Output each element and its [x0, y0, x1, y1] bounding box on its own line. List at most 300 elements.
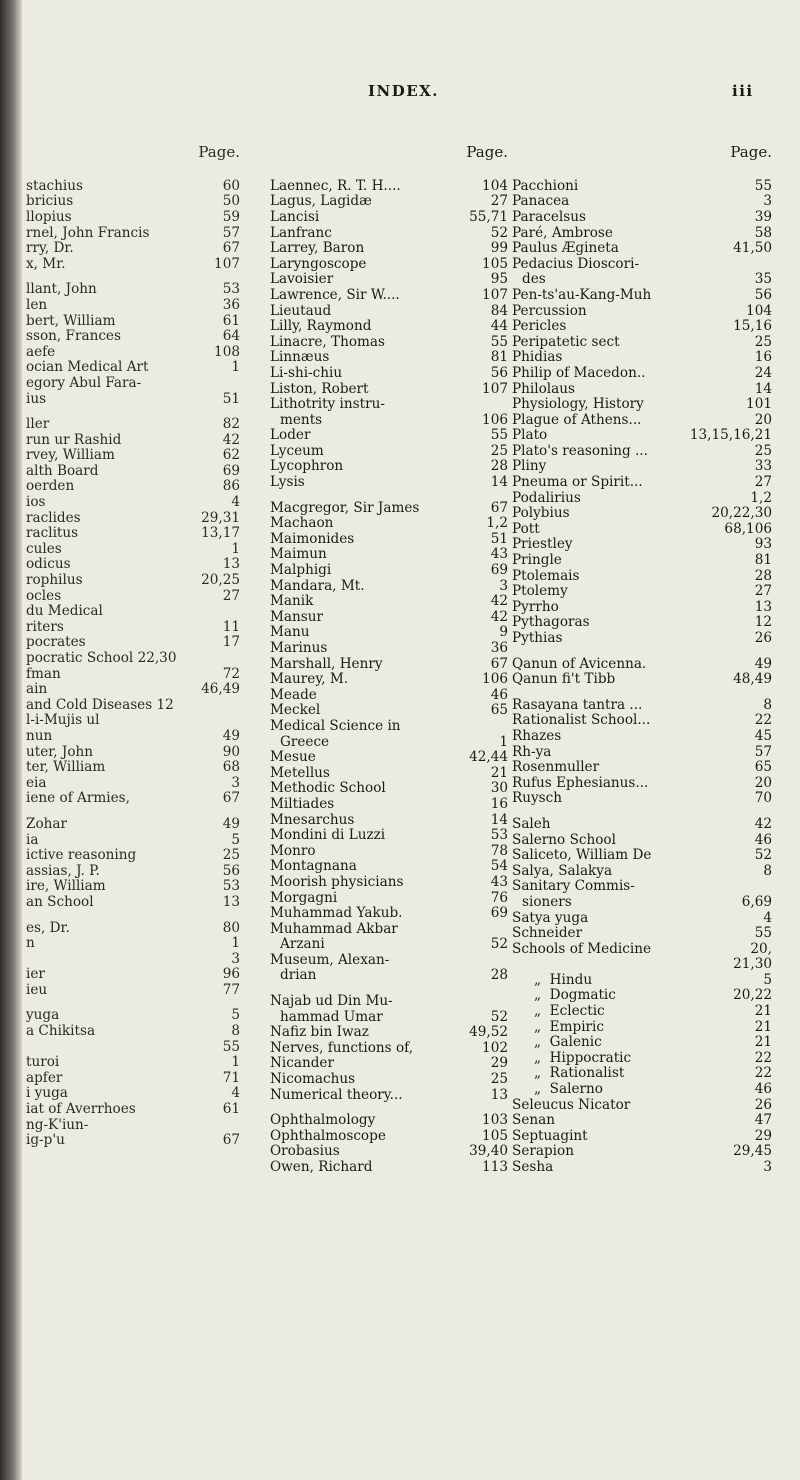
index-entry	[26, 698, 248, 714]
entry-pages: 29,45	[733, 1143, 772, 1160]
entry-pages: 20,25	[201, 572, 240, 589]
entry-pages: 46	[490, 686, 508, 703]
entry-pages: 80	[222, 919, 240, 936]
entry-term: stachius	[26, 177, 83, 194]
entry-term: Mnesarchus	[270, 811, 355, 828]
entry-pages: 29,31	[201, 509, 240, 526]
entry-pages: 4	[231, 1085, 240, 1102]
entry-pages: 55	[222, 1038, 240, 1055]
entry-term: Rationalist School...	[512, 712, 651, 729]
entry-term: oerden	[26, 478, 75, 495]
index-entry	[512, 911, 780, 927]
index-entry	[26, 314, 248, 330]
entry-pages: 25	[754, 442, 772, 459]
index-entry	[26, 791, 248, 807]
index-entry	[512, 817, 780, 833]
entry-term: Owen, Richard	[270, 1159, 373, 1175]
entry-pages: 49	[222, 727, 240, 744]
index-entry	[512, 428, 780, 444]
index-column-3	[512, 114, 780, 1176]
entry-pages: 108	[214, 343, 240, 360]
entry-term: „ Dogmatic	[534, 987, 616, 1004]
index-entry	[512, 848, 780, 864]
index-entry	[26, 760, 248, 776]
entry-term: Maimonides	[270, 530, 355, 547]
index-entry	[512, 491, 780, 507]
entry-pages: 67	[222, 240, 240, 257]
entry-term: assias, J. P.	[26, 862, 100, 879]
entry-pages: 56	[754, 286, 772, 303]
entry-term: raclides	[26, 509, 81, 526]
entry-term: Numerical theory...	[270, 1086, 403, 1103]
entry-term: Septuagint	[512, 1127, 588, 1144]
entry-term: Ptolemais	[512, 567, 580, 584]
index-entry	[512, 304, 780, 320]
index-entry	[26, 526, 248, 542]
index-entry	[270, 688, 516, 704]
entry-term: Macgregor, Sir James	[270, 499, 420, 516]
entry-pages: 71	[222, 1069, 240, 1086]
index-entry	[26, 967, 248, 983]
entry-term: Peripatetic sect	[512, 333, 620, 350]
page-number: iii	[732, 82, 754, 100]
entry-term: Rosenmuller	[512, 759, 600, 776]
index-entry	[26, 542, 248, 558]
entry-pages: 6,69	[741, 893, 772, 910]
index-entry	[26, 345, 248, 361]
entry-term: Qanun of Avicenna.	[512, 655, 647, 672]
entry-term: Serapion	[512, 1143, 574, 1160]
entry-pages: 53	[222, 878, 240, 895]
entry-pages: 101	[746, 396, 772, 413]
entry-term: egory Abul Fara-	[26, 374, 142, 391]
entry-term: and Cold Diseases 12	[26, 696, 174, 713]
entry-term: rry, Dr.	[26, 240, 74, 257]
entry-pages: 55	[490, 427, 508, 444]
index-entry	[512, 879, 780, 895]
entry-term: Seleucus Nicator	[512, 1096, 631, 1113]
index-entry	[512, 864, 780, 880]
index-entry	[26, 298, 248, 314]
entry-term: bert, William	[26, 312, 116, 329]
entry-term: ocles	[26, 587, 62, 604]
index-entry	[512, 1004, 780, 1020]
entry-term: Saleh	[512, 815, 551, 832]
entry-term: Senan	[512, 1112, 555, 1129]
index-entry	[270, 319, 516, 335]
entry-term: Manik	[270, 593, 314, 610]
entry-term: Muhammad Akbar	[270, 920, 398, 937]
entry-pages: 28	[754, 567, 772, 584]
index-entry	[270, 813, 516, 829]
index-entry	[512, 776, 780, 792]
entry-pages: 67	[222, 1132, 240, 1149]
index-entry	[26, 745, 248, 761]
entry-pages: 48,49	[733, 671, 772, 688]
entry-term: Lycophron	[270, 458, 344, 475]
entry-term: Pericles	[512, 318, 567, 335]
entry-term: ain	[26, 681, 48, 698]
entry-pages: 15,16	[733, 318, 772, 335]
entry-pages: 86	[222, 478, 240, 495]
entry-term: Larrey, Baron	[270, 240, 365, 257]
entry-term: du Medical	[26, 603, 103, 620]
index-entry	[26, 573, 248, 589]
entry-term: Philolaus	[512, 380, 575, 397]
entry-pages: 21	[754, 1034, 772, 1051]
entry-pages: 1	[231, 540, 240, 557]
index-entry	[270, 875, 516, 891]
entry-pages: 61	[222, 1101, 240, 1118]
entry-term: len	[26, 296, 48, 313]
index-entry	[270, 547, 516, 563]
entry-term: pocrates	[26, 634, 86, 651]
index-entry	[26, 257, 248, 273]
entry-term: „ Rationalist	[534, 1065, 625, 1082]
entry-term: „ Hippocratic	[534, 1049, 632, 1066]
index-entry	[26, 1118, 248, 1134]
index-entry	[512, 1082, 780, 1098]
entry-term: llopius	[26, 208, 72, 225]
index-entry	[270, 366, 516, 382]
index-entry	[512, 194, 780, 210]
index-entry	[270, 641, 516, 657]
index-entry	[270, 1113, 516, 1129]
entry-pages: 107	[482, 380, 508, 397]
index-entry	[270, 922, 516, 938]
index-entry	[26, 879, 248, 895]
entry-term: Liston, Robert	[270, 380, 369, 397]
entry-term: Metellus	[270, 764, 330, 781]
entry-term: Pen-ts'au-Kang-Muh	[512, 286, 652, 303]
entry-term: x, Mr.	[26, 255, 66, 272]
index-entry	[270, 891, 516, 907]
entry-pages: 8	[763, 862, 772, 879]
entry-pages: 67	[490, 655, 508, 672]
entry-term: Mandara, Mt.	[270, 577, 365, 594]
entry-term: an School	[26, 893, 94, 910]
index-entry	[270, 1129, 516, 1145]
index-entry	[512, 1144, 780, 1160]
index-entry	[26, 952, 248, 968]
entry-term: apfer	[26, 1069, 63, 1086]
index-entry	[26, 682, 248, 698]
index-entry	[270, 906, 516, 922]
entry-pages: 67	[490, 499, 508, 516]
entry-pages: 21	[490, 764, 508, 781]
entry-pages: 46	[754, 1081, 772, 1098]
index-entry	[270, 735, 516, 751]
entry-pages: 22	[754, 1049, 772, 1066]
index-entry	[512, 382, 780, 398]
index-entry	[270, 272, 516, 288]
entry-pages: 56	[222, 862, 240, 879]
entry-term: Priestley	[512, 536, 573, 553]
index-entry	[270, 516, 516, 532]
entry-term: Malphigi	[270, 562, 332, 579]
entry-term: „ Hindu	[534, 971, 593, 988]
entry-term: ire, William	[26, 878, 106, 895]
entry-pages: 24	[754, 364, 772, 381]
index-entry	[26, 1133, 248, 1149]
index-entry	[26, 604, 248, 620]
entry-pages: 54	[490, 858, 508, 875]
entry-pages: 1,2	[486, 515, 508, 532]
entry-pages: 44	[490, 318, 508, 335]
index-entry	[26, 864, 248, 880]
entry-pages: 13	[490, 1086, 508, 1103]
entry-pages: 5	[231, 831, 240, 848]
entry-pages: 14	[754, 380, 772, 397]
index-entry	[270, 610, 516, 626]
entry-term: sson, Frances	[26, 328, 121, 345]
index-entry	[270, 179, 516, 195]
index-entry	[270, 413, 516, 429]
index-entry	[270, 226, 516, 242]
entry-pages: 20,	[750, 940, 772, 957]
entry-term: Pacchioni	[512, 177, 579, 194]
entry-pages: 30	[490, 780, 508, 797]
entry-pages: 68,106	[724, 520, 772, 537]
entry-pages: 42,44	[469, 749, 508, 766]
index-entry	[512, 584, 780, 600]
entry-term: nun	[26, 727, 53, 744]
entry-pages: 55	[754, 177, 772, 194]
index-entry	[270, 797, 516, 813]
entry-pages: 21,30	[733, 956, 772, 973]
entry-term: Ptolemy	[512, 583, 568, 600]
entry-term: Plague of Athens...	[512, 411, 642, 428]
index-entry	[512, 459, 780, 475]
index-entry	[270, 859, 516, 875]
entry-term: Maurey, M.	[270, 671, 349, 688]
entry-pages: 107	[214, 255, 240, 272]
entry-term: „ Empiric	[534, 1018, 605, 1035]
entry-pages: 27	[222, 587, 240, 604]
entry-term: pocratic School 22,30	[26, 650, 177, 666]
entry-term: Methodic School	[270, 780, 386, 797]
entry-term: Polybius	[512, 505, 570, 522]
index-entry	[270, 750, 516, 766]
index-entry	[512, 895, 780, 911]
entry-term: Linacre, Thomas	[270, 333, 386, 350]
entry-pages: 25	[222, 847, 240, 864]
index-entry	[512, 210, 780, 226]
entry-pages: 20,22,30	[711, 505, 772, 522]
entry-term: sioners	[522, 893, 572, 910]
entry-term: Podalirius	[512, 489, 581, 506]
entry-term: raclitus	[26, 525, 79, 542]
index-entry	[270, 397, 516, 413]
index-column-1	[26, 114, 248, 1149]
index-entry	[26, 1008, 248, 1024]
entry-term: ier	[26, 966, 45, 983]
entry-pages: 41,50	[733, 240, 772, 257]
entry-pages: 64	[222, 328, 240, 345]
index-entry	[26, 936, 248, 952]
entry-pages: 8	[231, 1023, 240, 1040]
index-entry	[26, 557, 248, 573]
index-entry	[26, 817, 248, 833]
entry-term: ios	[26, 494, 46, 511]
entry-term: Lanfranc	[270, 224, 332, 241]
index-entry	[270, 350, 516, 366]
entry-term: Ruysch	[512, 790, 563, 807]
index-entry	[512, 760, 780, 776]
index-entry	[512, 698, 780, 714]
entry-term: bricius	[26, 193, 74, 210]
index-entry	[270, 625, 516, 641]
entry-pages: 90	[222, 743, 240, 760]
entry-pages: 43	[490, 546, 508, 563]
index-entry	[270, 579, 516, 595]
page-header	[0, 82, 800, 106]
index-entry	[270, 1144, 516, 1160]
entry-pages: 113	[482, 1159, 508, 1175]
entry-pages: 33	[754, 458, 772, 475]
page-column-label: Page.	[730, 143, 772, 162]
entry-pages: 45	[754, 727, 772, 744]
entry-term: Lysis	[270, 474, 305, 491]
binding-gutter	[0, 0, 22, 1480]
index-entry	[270, 1010, 516, 1026]
entry-term: Salya, Salakya	[512, 862, 613, 879]
entry-pages: 68	[222, 759, 240, 776]
entry-term: a Chikitsa	[26, 1023, 96, 1040]
index-entry	[512, 926, 780, 942]
entry-pages: 82	[222, 416, 240, 433]
entry-term: Loder	[270, 427, 311, 444]
index-entry	[26, 895, 248, 911]
entry-pages: 96	[222, 966, 240, 983]
entry-term: Orobasius	[270, 1143, 340, 1160]
entry-pages: 25	[754, 333, 772, 350]
entry-term: Miltiades	[270, 795, 335, 812]
index-entry	[512, 537, 780, 553]
index-entry	[26, 210, 248, 226]
entry-term: Li-shi-chiu	[270, 364, 343, 381]
entry-pages: 3	[231, 950, 240, 967]
entry-term: Sanitary Commis-	[512, 878, 635, 895]
entry-term: Rufus Ephesianus...	[512, 774, 649, 791]
index-entry	[270, 994, 516, 1010]
index-entry	[512, 729, 780, 745]
entry-pages: 8	[763, 696, 772, 713]
entry-pages: 49,52	[469, 1024, 508, 1041]
entry-term: Linnæus	[270, 349, 330, 366]
entry-term: hammad Umar	[280, 1008, 383, 1025]
index-entry	[26, 589, 248, 605]
entry-pages: 52	[490, 1008, 508, 1025]
entry-pages: 3	[763, 193, 772, 210]
entry-term: i yuga	[26, 1085, 68, 1102]
entry-term: Mansur	[270, 608, 324, 625]
entry-pages: 22	[754, 712, 772, 729]
index-entry	[26, 329, 248, 345]
entry-pages: 25	[490, 442, 508, 459]
entry-pages: 26	[754, 630, 772, 646]
entry-pages: 14	[490, 474, 508, 491]
entry-pages: 5	[231, 1007, 240, 1024]
index-entry	[26, 1055, 248, 1071]
entry-pages: 55,71	[469, 208, 508, 225]
index-entry	[270, 459, 516, 475]
entry-term: ter, William	[26, 759, 106, 776]
index-entry	[512, 833, 780, 849]
entry-term: des	[522, 271, 546, 288]
entry-pages: 55	[490, 333, 508, 350]
entry-term: llant, John	[26, 281, 97, 298]
entry-pages: 26	[754, 1096, 772, 1113]
entry-term: Lawrence, Sir W....	[270, 286, 400, 303]
index-entry	[270, 335, 516, 351]
entry-term: Nicander	[270, 1055, 334, 1072]
index-entry	[512, 791, 780, 807]
entry-pages: 5	[763, 971, 772, 988]
entry-pages: 70	[754, 790, 772, 807]
entry-pages: 42	[490, 608, 508, 625]
index-entry	[512, 413, 780, 429]
entry-pages: 62	[222, 447, 240, 464]
index-entry	[512, 631, 780, 647]
entry-term: Meade	[270, 686, 317, 703]
entry-pages: 58	[754, 224, 772, 241]
index-entry	[26, 433, 248, 449]
entry-term: Ophthalmoscope	[270, 1127, 386, 1144]
index-entry	[270, 532, 516, 548]
entry-pages: 42	[490, 593, 508, 610]
index-entry	[270, 719, 516, 735]
entry-term: Percussion	[512, 302, 587, 319]
entry-term: Pott	[512, 520, 540, 537]
index-entry	[26, 464, 248, 480]
entry-pages: 4	[231, 494, 240, 511]
page-column-label: Page.	[466, 143, 508, 162]
entry-pages: 13,17	[201, 525, 240, 542]
index-entry	[512, 475, 780, 491]
index-entry	[512, 1098, 780, 1114]
index-entry	[512, 350, 780, 366]
entry-term: „ Galenic	[534, 1034, 602, 1051]
index-entry	[26, 1071, 248, 1087]
entry-pages: 3	[763, 1159, 772, 1175]
index-entry	[512, 257, 780, 273]
entry-term: ig-p'u	[26, 1132, 65, 1149]
index-entry	[26, 1102, 248, 1118]
entry-pages: 77	[222, 981, 240, 998]
section-gap	[512, 807, 780, 817]
index-entry	[270, 475, 516, 491]
entry-term: aefe	[26, 343, 56, 360]
index-entry	[270, 1088, 516, 1104]
entry-pages: 76	[490, 889, 508, 906]
index-entry	[26, 360, 248, 376]
index-entry	[512, 672, 780, 688]
entry-term: Museum, Alexan-	[270, 951, 390, 968]
index-entry	[26, 635, 248, 651]
entry-pages: 16	[754, 349, 772, 366]
entry-pages: 56	[490, 364, 508, 381]
index-entry	[512, 1113, 780, 1129]
index-entry	[512, 366, 780, 382]
entry-pages: 46,49	[201, 681, 240, 698]
index-entry	[512, 1129, 780, 1145]
entry-term: odicus	[26, 556, 71, 573]
section-gap	[26, 998, 248, 1008]
entry-term: alth Board	[26, 462, 99, 479]
entry-term: Pliny	[512, 458, 547, 475]
entry-term: uter, John	[26, 743, 94, 760]
